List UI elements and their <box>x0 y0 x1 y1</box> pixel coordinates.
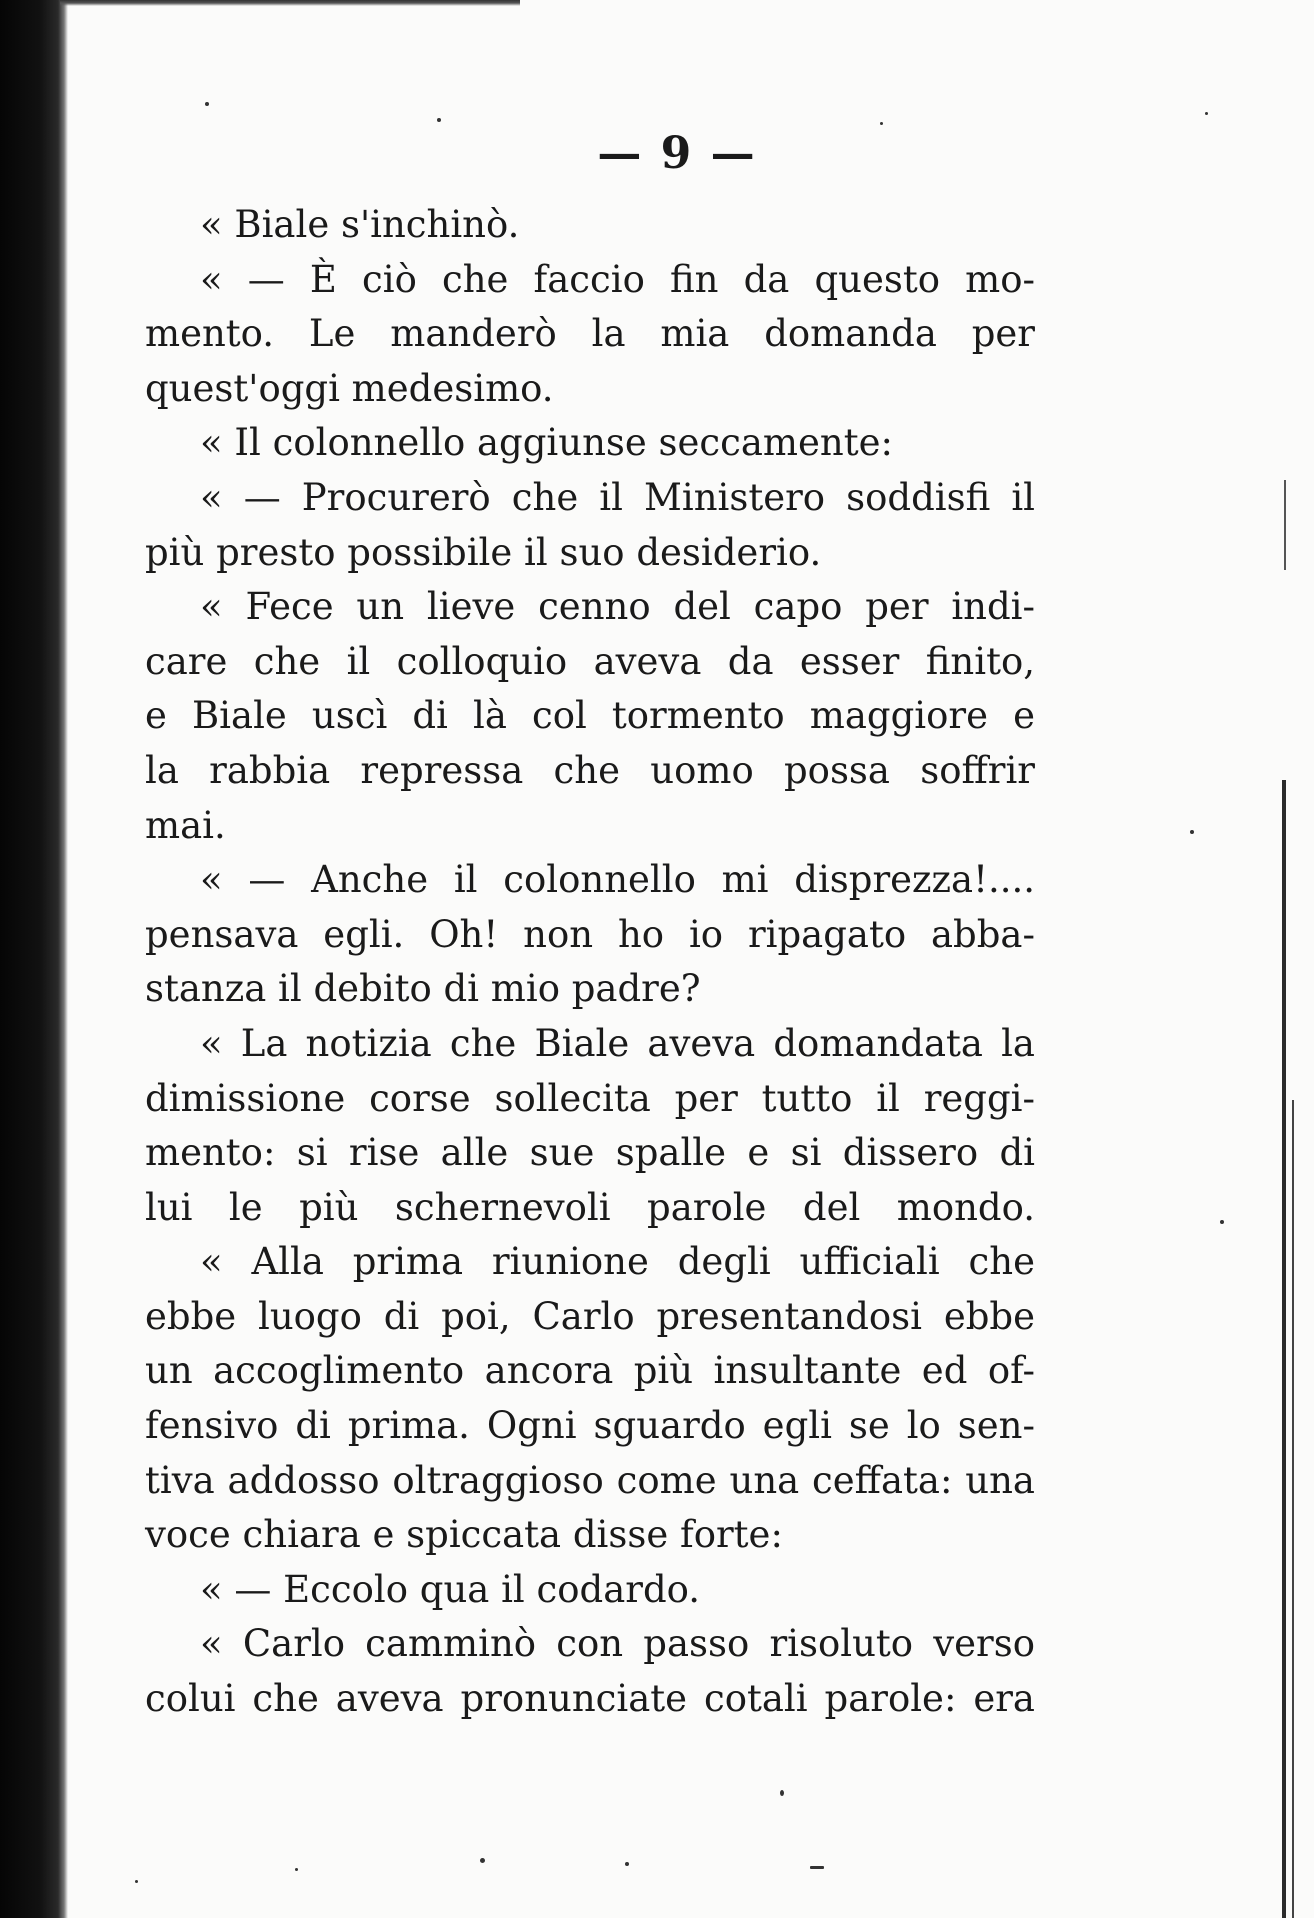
text-line: ebbe luogo di poi, Carlo presentandosi ebbe <box>145 1294 1035 1338</box>
scan-speck <box>625 1862 629 1866</box>
text-line: voce chiara e spiccata disse forte: <box>145 1513 783 1557</box>
scan-speck <box>480 1858 485 1863</box>
text-line: « Alla prima riunione degli ufficiali che <box>200 1240 1035 1284</box>
scan-speck <box>135 1880 138 1883</box>
text-line: mai. <box>145 803 226 847</box>
text-line: mento. Le manderò la mia domanda per <box>145 312 1035 356</box>
text-line: dimissione corse sollecita per tutto il reggi- <box>145 1076 1035 1120</box>
text-line: « Il colonnello aggiunse seccamente: <box>200 421 893 465</box>
text-line: « — Anche il colonnello mi disprezza!.... <box>200 858 1035 902</box>
text-line: « — È ciò che faccio fin da questo mo- <box>200 257 1035 301</box>
page-number: — 9 — <box>597 128 757 179</box>
margin-line <box>1284 480 1286 570</box>
text-line: « Fece un lieve cenno del capo per indi- <box>200 585 1035 629</box>
text-line: la rabbia repressa che uomo possa soffrir <box>145 748 1035 792</box>
text-line: quest'oggi medesimo. <box>145 366 554 410</box>
text-line: stanza il debito di mio padre? <box>145 967 701 1011</box>
scan-speck <box>780 1790 784 1796</box>
text-line: più presto possibile il suo desiderio. <box>145 530 822 574</box>
text-line: « Carlo camminò con passo risoluto verso <box>200 1622 1035 1666</box>
margin-line <box>1282 780 1286 1918</box>
scan-speck <box>205 102 209 106</box>
scan-speck <box>1190 830 1194 834</box>
margin-line <box>1292 1100 1294 1918</box>
text-line: lui le più schernevoli parole del mondo. <box>145 1185 1035 1229</box>
text-line: « — Eccolo qua il codardo. <box>200 1567 701 1611</box>
text-line: « La notizia che Biale aveva domandata la <box>200 1021 1035 1065</box>
text-line: fensivo di prima. Ogni sguardo egli se lo sen- <box>145 1404 1035 1448</box>
binding-edge <box>0 0 68 1918</box>
text-line: e Biale uscì di là col tormento maggiore e <box>145 694 1035 738</box>
text-line: colui che aveva pronunciate cotali parole: era <box>145 1677 1035 1721</box>
scan-speck <box>1220 1220 1224 1224</box>
text-line: care che il colloquio aveva da esser finito, <box>145 639 1035 683</box>
text-line: pensava egli. Oh! non ho io ripagato abba- <box>145 912 1035 956</box>
text-line: mento: si rise alle sue spalle e si dissero di <box>145 1131 1035 1175</box>
top-rule <box>60 0 520 6</box>
text-line: un accoglimento ancora più insultante ed of- <box>145 1349 1035 1393</box>
scan-speck <box>295 1868 298 1871</box>
text-line: « — Procurerò che il Ministero soddisfi il <box>200 475 1035 519</box>
scan-speck <box>810 1866 824 1869</box>
text-line: « Biale s'inchinò. <box>200 203 520 246</box>
scan-speck <box>1205 112 1208 115</box>
scan-speck <box>880 122 883 125</box>
body-text <box>145 198 1035 1727</box>
scan-speck <box>437 118 441 122</box>
text-line: tiva addosso oltraggioso come una ceffata: una <box>145 1458 1035 1502</box>
